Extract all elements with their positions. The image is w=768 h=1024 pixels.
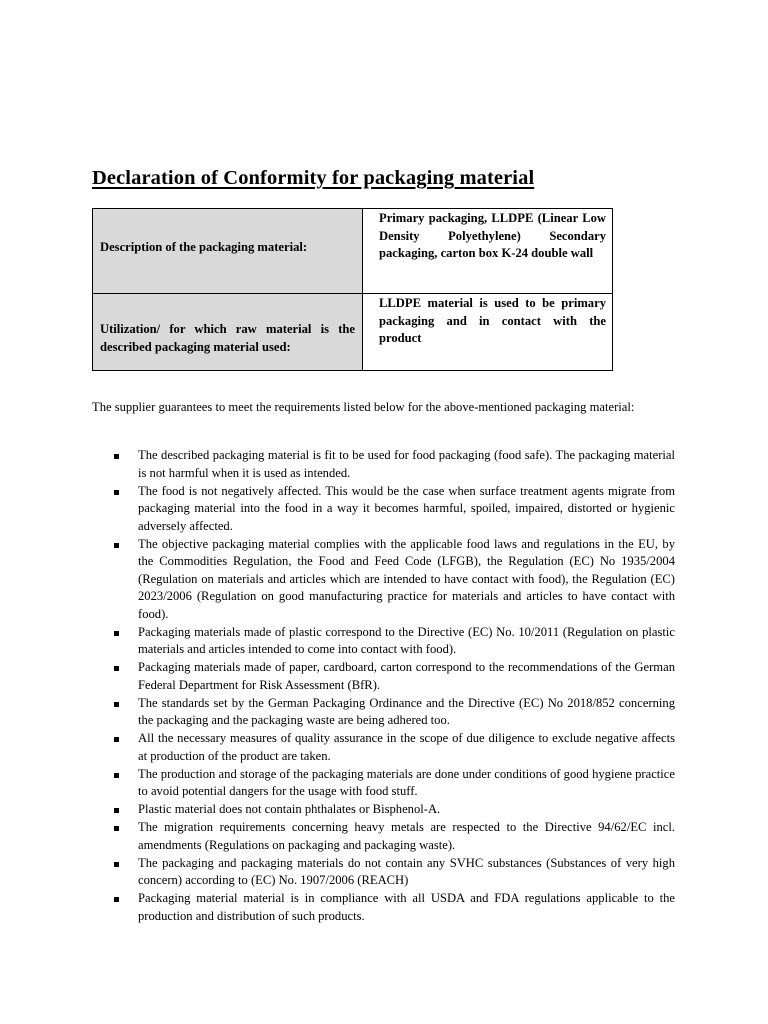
square-bullet-icon — [114, 808, 119, 813]
packaging-info-table — [92, 208, 613, 371]
list-item-text: Packaging material material is in compliance with all USDA and FDA regulations applicable to the production and distribution of such products. — [138, 891, 675, 923]
utilization-label: Utilization/ for which raw material is the described packaging material used: — [100, 322, 355, 354]
square-bullet-icon — [114, 631, 119, 636]
square-bullet-icon — [114, 826, 119, 831]
list-item-text: All the necessary measures of quality assurance in the scope of due diligence to exclude negative affects at production of the product are taken. — [138, 731, 675, 763]
requirements-list — [92, 447, 675, 926]
table-label-cell — [93, 294, 363, 371]
table-row — [93, 294, 613, 371]
list-item — [92, 855, 675, 890]
table-label-cell — [93, 209, 363, 294]
list-item — [92, 801, 675, 819]
table-value-cell — [363, 294, 613, 371]
utilization-value: LLDPE material is used to be primary packaging and in contact with the product — [379, 296, 606, 345]
list-item — [92, 483, 675, 536]
list-item-text: The objective packaging material complies with the applicable food laws and regulations in the EU, by the Commodities Regulation, the Food and Feed Code (LFGB), the Regulation (EC) No 1935/2004 (Regulation on materials and articles which are intended to have contact with food), the Regulation (EC) 2023/2006 (Regulation on good manufacturing practice for materials and articles to have contact with food). — [138, 536, 675, 621]
square-bullet-icon — [114, 897, 119, 902]
square-bullet-icon — [114, 702, 119, 707]
list-item — [92, 536, 675, 624]
list-item-text: Packaging materials made of paper, cardboard, carton correspond to the recommendations of the German Federal Department for Risk Assessment (BfR). — [138, 660, 675, 692]
list-item-text: The packaging and packaging materials do not contain any SVHC substances (Substances of very high concern) according to (EC) No. 1907/2006 (REACH) — [138, 855, 675, 887]
list-item-text: The production and storage of the packaging materials are done under conditions of good hygiene practice to avoid potential dangers for the usage with food stuff. — [138, 766, 675, 798]
list-item-text: Plastic material does not contain phthalates or Bisphenol-A. — [138, 802, 441, 816]
list-item — [92, 766, 675, 801]
square-bullet-icon — [114, 862, 119, 867]
list-item-text: The migration requirements concerning heavy metals are respected to the Directive 94/62/EC incl. amendments (Regulations on packaging and packaging waste). — [138, 820, 675, 852]
list-item-text: The food is not negatively affected. This would be the case when surface treatment agents migrate from packaging material into the food in a way it becomes harmful, spoiled, impaired, distorted or hygienic adversely affected. — [138, 483, 675, 533]
table-row — [93, 209, 613, 294]
list-item-text: The described packaging material is fit to be used for food packaging (food safe). The packaging material is not harmful when it is used as intended. — [138, 448, 675, 480]
document-title: Declaration of Conformity for packaging material — [92, 167, 535, 189]
supplier-guarantee-intro: The supplier guarantees to meet the requirements listed below for the above-mentioned packaging material: — [92, 400, 635, 414]
list-item — [92, 695, 675, 730]
square-bullet-icon — [114, 543, 119, 548]
square-bullet-icon — [114, 454, 119, 459]
list-item — [92, 819, 675, 854]
description-value: Primary packaging, LLDPE (Linear Low Density Polyethylene) Secondary packaging, carton box K-24 double wall — [379, 211, 606, 260]
square-bullet-icon — [114, 773, 119, 778]
list-item — [92, 730, 675, 765]
list-item-text: Packaging materials made of plastic correspond to the Directive (EC) No. 10/2011 (Regulation on plastic materials and articles intended to come into contact with food). — [138, 624, 675, 656]
square-bullet-icon — [114, 666, 119, 671]
square-bullet-icon — [114, 737, 119, 742]
list-item — [92, 624, 675, 659]
description-label: Description of the packaging material: — [100, 240, 308, 254]
list-item-text: The standards set by the German Packaging Ordinance and the Directive (EC) No 2018/852 concerning the packaging and the packaging waste are being adhered too. — [138, 695, 675, 727]
list-item — [92, 659, 675, 694]
table-value-cell — [363, 209, 613, 294]
list-item — [92, 447, 675, 482]
list-item — [92, 890, 675, 925]
square-bullet-icon — [114, 490, 119, 495]
